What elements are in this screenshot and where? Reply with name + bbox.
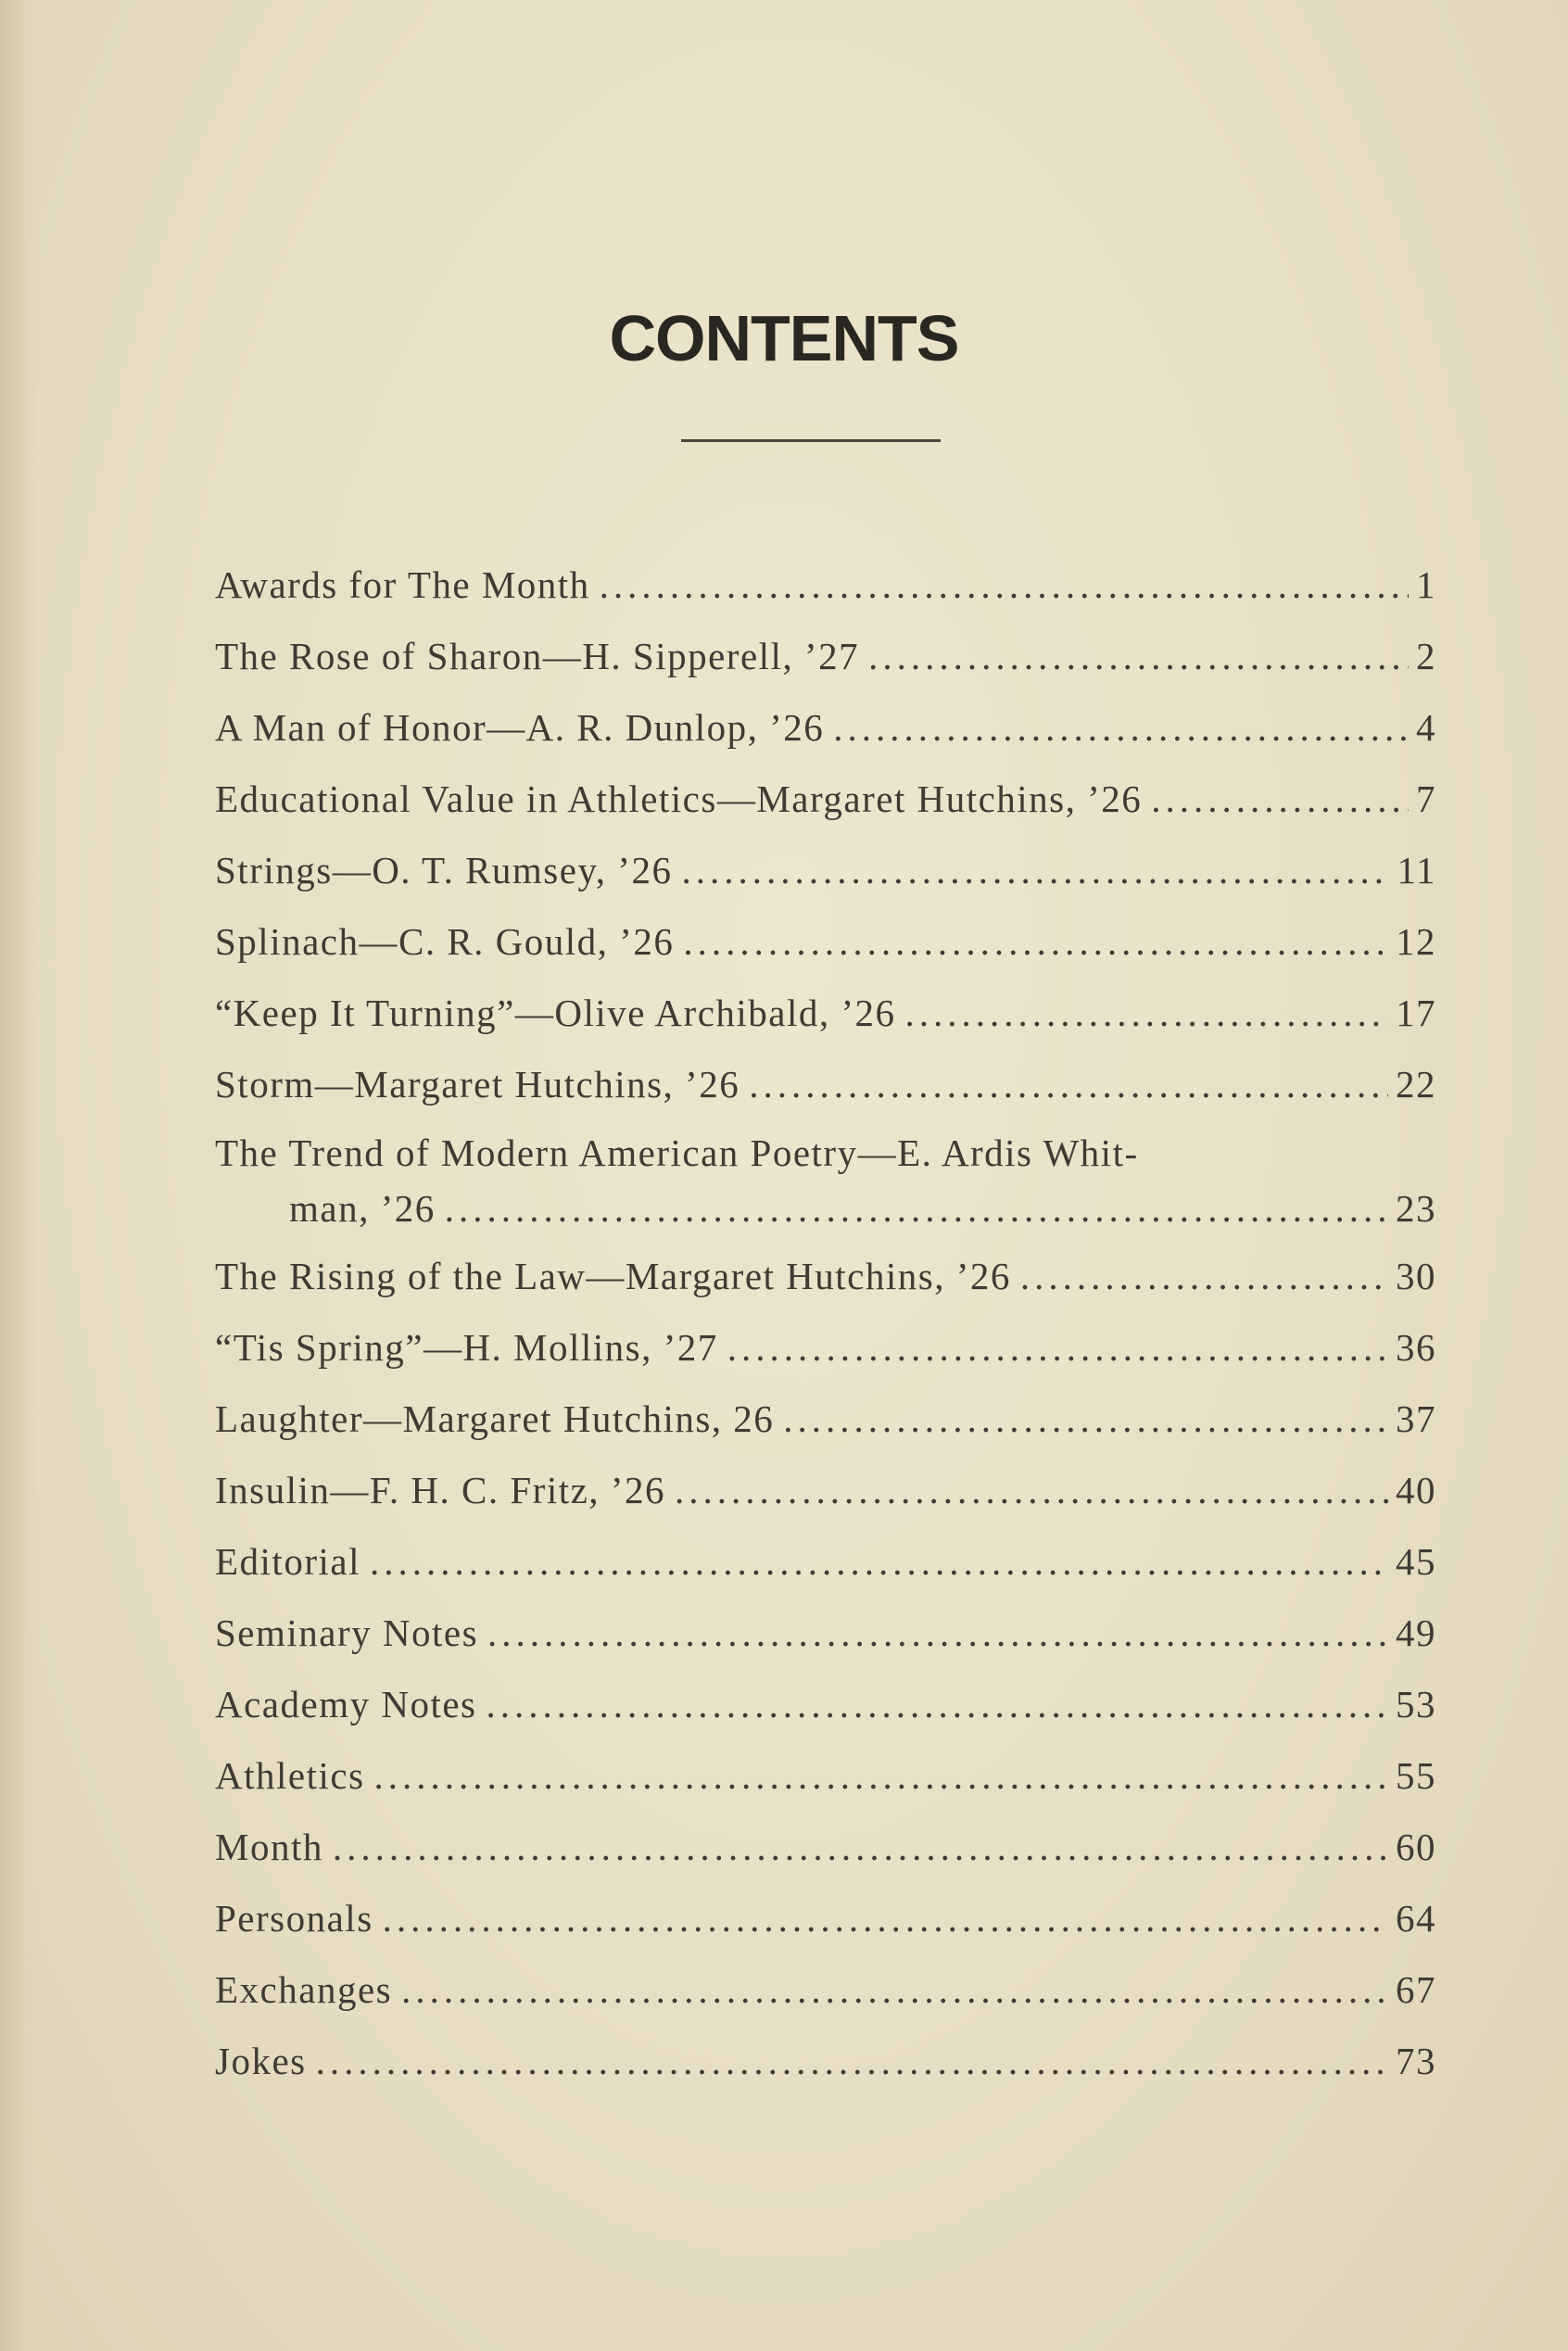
toc-entry (215, 1669, 1436, 1740)
toc-entry-title: Editorial (215, 1540, 360, 1583)
table-of-contents (215, 550, 1436, 2097)
dot-leader (683, 906, 1388, 978)
dot-leader (727, 1312, 1388, 1384)
toc-entry-title: Splinach—C. R. Gould, ’26 (215, 920, 675, 963)
toc-entry-title-line2: man, ’26 (289, 1187, 436, 1230)
toc-entry-page: 1 (1416, 563, 1436, 606)
toc-entry-page: 11 (1397, 849, 1436, 891)
toc-entry-page: 49 (1396, 1612, 1436, 1654)
dot-leader (370, 1526, 1388, 1598)
dot-leader (316, 2026, 1388, 2097)
toc-entry-page: 67 (1396, 1968, 1436, 2011)
toc-entry (215, 1740, 1436, 1812)
toc-entry-page: 37 (1396, 1397, 1436, 1440)
toc-entry (215, 1312, 1436, 1384)
dot-leader (401, 1954, 1388, 2026)
dot-leader (833, 692, 1409, 764)
toc-entry (215, 1883, 1436, 1954)
toc-entry (215, 621, 1436, 692)
dot-leader (445, 1182, 1388, 1235)
toc-entry-page: 40 (1396, 1469, 1436, 1511)
toc-entry (215, 1241, 1436, 1312)
title-divider (681, 439, 941, 442)
toc-entry-page: 30 (1396, 1255, 1436, 1297)
toc-entry-title: Academy Notes (215, 1683, 477, 1725)
toc-entry-title: Storm—Margaret Hutchins, ’26 (215, 1063, 740, 1106)
toc-entry-title: Personals (215, 1897, 373, 1940)
toc-entry-title: Educational Value in Athletics—Margaret Hutchins, ’26 (215, 777, 1143, 820)
dot-leader (783, 1384, 1388, 1455)
toc-entry-page: 22 (1396, 1063, 1436, 1106)
dot-leader (374, 1740, 1388, 1812)
toc-entry-title: “Keep It Turning”—Olive Archibald, ’26 (215, 992, 896, 1034)
page-title: CONTENTS (609, 302, 959, 374)
toc-entry-title: Jokes (215, 2040, 307, 2082)
dot-leader (675, 1455, 1388, 1526)
dot-leader (1151, 764, 1409, 835)
toc-entry-title: A Man of Honor—A. R. Dunlop, ’26 (215, 706, 825, 749)
toc-entry-page: 12 (1396, 920, 1436, 963)
toc-entry (215, 2026, 1436, 2097)
dot-leader (905, 978, 1388, 1049)
toc-entry (215, 1384, 1436, 1455)
toc-entry (215, 1120, 1436, 1241)
toc-entry-title: The Rising of the Law—Margaret Hutchins, ’26 (215, 1255, 1011, 1297)
dot-leader (1020, 1241, 1388, 1312)
dot-leader (383, 1883, 1388, 1954)
dot-leader (868, 621, 1409, 692)
toc-entry-title: The Rose of Sharon—H. Sipperell, ’27 (215, 635, 860, 677)
toc-entry (215, 1455, 1436, 1526)
toc-entry (215, 1954, 1436, 2026)
toc-entry-title: Insulin—F. H. C. Fritz, ’26 (215, 1469, 665, 1511)
toc-entry-title-line1: The Trend of Modern American Poetry—E. Ardis Whit- (215, 1131, 1139, 1174)
toc-entry-page: 7 (1416, 777, 1436, 820)
toc-entry (215, 1812, 1436, 1883)
toc-entry-title: “Tis Spring”—H. Mollins, ’27 (215, 1326, 718, 1369)
toc-entry-title: Strings—O. T. Rumsey, ’26 (215, 849, 673, 891)
toc-entry-page: 55 (1396, 1754, 1436, 1797)
dot-leader (600, 550, 1409, 621)
toc-entry-page: 36 (1396, 1326, 1436, 1369)
toc-entry-title: Laughter—Margaret Hutchins, 26 (215, 1397, 775, 1440)
toc-entry (215, 835, 1436, 906)
toc-entry-title: Exchanges (215, 1968, 393, 2011)
dot-leader (487, 1669, 1389, 1740)
dot-leader (333, 1812, 1388, 1883)
toc-entry-title: Seminary Notes (215, 1612, 479, 1654)
toc-entry-page: 64 (1396, 1897, 1436, 1940)
toc-entry-title: Athletics (215, 1754, 365, 1797)
toc-entry (215, 906, 1436, 978)
dot-leader (487, 1598, 1388, 1669)
toc-entry-page: 60 (1396, 1826, 1436, 1868)
toc-entry-page: 4 (1416, 706, 1436, 749)
toc-entry-page: 45 (1396, 1540, 1436, 1583)
toc-entry (215, 692, 1436, 764)
toc-entry-page: 17 (1396, 992, 1436, 1034)
toc-entry-title: Awards for The Month (215, 563, 590, 606)
toc-entry-page: 53 (1396, 1683, 1436, 1725)
toc-entry (215, 978, 1436, 1049)
toc-entry (215, 1049, 1436, 1120)
toc-entry (215, 550, 1436, 621)
toc-entry-page: 23 (1396, 1187, 1436, 1230)
toc-entry-title: Month (215, 1826, 323, 1868)
toc-entry (215, 1598, 1436, 1669)
toc-entry (215, 764, 1436, 835)
toc-entry-page: 73 (1396, 2040, 1436, 2082)
dot-leader (681, 835, 1389, 906)
toc-entry (215, 1526, 1436, 1598)
dot-leader (749, 1049, 1388, 1120)
toc-entry-page: 2 (1416, 635, 1436, 677)
